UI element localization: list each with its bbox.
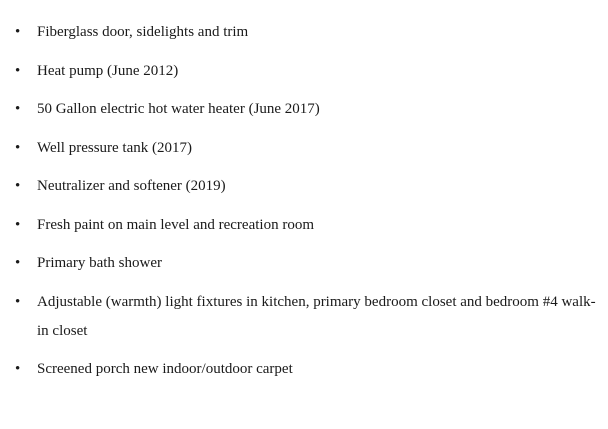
bullet-icon: • [15, 361, 21, 377]
list-item [0, 249, 608, 278]
list-item [0, 355, 608, 384]
list-item [0, 172, 608, 201]
feature-list [0, 18, 608, 394]
list-item-text: Heat pump (June 2012) [37, 62, 179, 79]
list-item-text: Adjustable (warmth) light fixtures in kitchen, primary bedroom closet and bedroom #4 walk-in closet [37, 293, 596, 339]
list-item [0, 18, 608, 47]
bullet-icon: • [15, 101, 21, 117]
list-item [0, 288, 608, 346]
list-item-text: Screened porch new indoor/outdoor carpet [37, 361, 293, 377]
bullet-icon: • [15, 293, 21, 310]
bullet-icon: • [15, 139, 21, 156]
list-item [0, 211, 608, 240]
bullet-icon: • [15, 24, 21, 40]
list-item-text: Fresh paint on main level and recreation room [37, 216, 314, 233]
bullet-icon: • [15, 216, 21, 233]
bullet-icon: • [15, 62, 21, 79]
list-item [0, 95, 608, 124]
bullet-icon: • [15, 178, 21, 194]
list-item-text: Neutralizer and softener (2019) [37, 178, 226, 194]
list-item-text: Primary bath shower [37, 255, 162, 271]
list-item-text: Well pressure tank (2017) [37, 139, 192, 156]
list-item-text: Fiberglass door, sidelights and trim [37, 24, 249, 40]
bullet-icon: • [15, 255, 21, 271]
list-item [0, 134, 608, 163]
list-item [0, 57, 608, 86]
list-item-text: 50 Gallon electric hot water heater (June 2017) [37, 101, 320, 117]
